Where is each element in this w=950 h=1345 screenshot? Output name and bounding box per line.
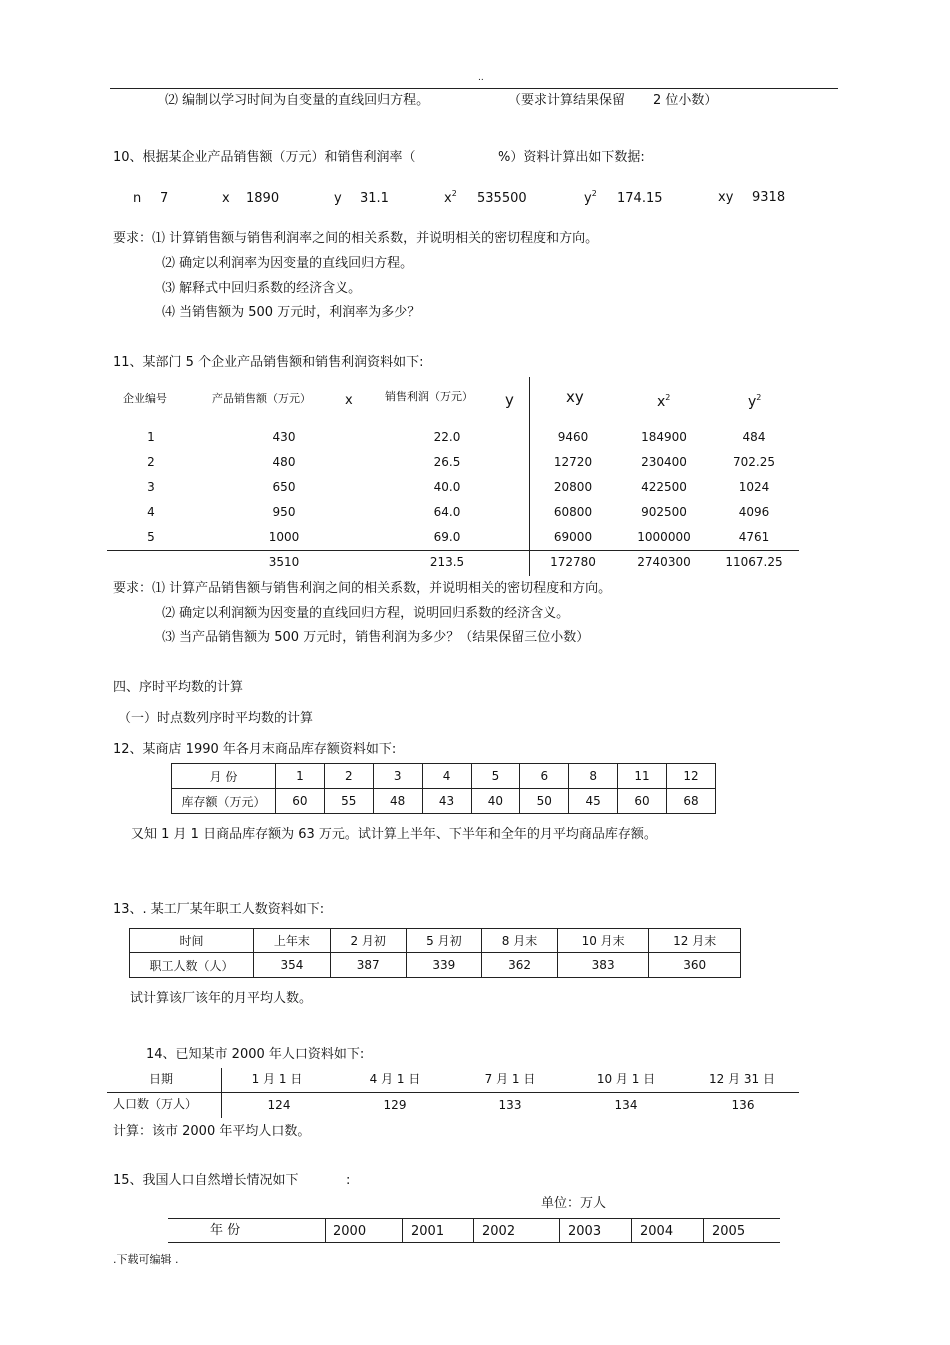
- q11-cell-xy: 20800: [553, 480, 593, 494]
- q11-cell-id: 3: [147, 480, 155, 494]
- q12-value: 45: [569, 789, 618, 814]
- q13-value: 383: [557, 953, 649, 978]
- q10-n-value: 7: [160, 191, 169, 206]
- q12-value: 48: [373, 789, 422, 814]
- q14-title: 14、已知某市 2000 年人口资料如下:: [146, 1047, 365, 1062]
- q14-value: 134: [614, 1098, 638, 1112]
- q9-part2-note: （要求计算结果保留: [508, 93, 626, 108]
- q11-header-y: y: [505, 391, 514, 409]
- q11-title: 11、某部门 5 个企业产品销售额和销售利润资料如下:: [113, 355, 424, 370]
- q13-value: 360: [649, 953, 741, 978]
- q11-cell-sales: 430: [272, 430, 296, 444]
- q13-time: 8 月末: [482, 929, 558, 953]
- q10-req-4: ⑷ 当销售额为 500 万元时，利润率为多少？: [162, 305, 421, 320]
- q11-cell-y2: 484: [742, 430, 766, 444]
- header-mark: ..: [478, 73, 484, 83]
- q12-value: 68: [667, 789, 716, 814]
- q14-date: 7 月 1 日: [484, 1072, 536, 1086]
- q11-cell-profit: 22.0: [433, 430, 461, 444]
- q15-year: 2003: [568, 1224, 602, 1239]
- q10-y-label: y: [334, 191, 342, 206]
- q11-total-xy: 172780: [550, 555, 596, 569]
- q10-y2-value: 174.15: [617, 191, 663, 206]
- q11-cell-sales: 650: [272, 480, 296, 494]
- q14-value: 133: [498, 1098, 522, 1112]
- q14-date: 10 月 1 日: [596, 1072, 656, 1086]
- section4-subtitle: （一）时点数列序时平均数的计算: [118, 711, 314, 726]
- q11-total-y2: 11067.25: [725, 555, 783, 569]
- q12-value: 50: [520, 789, 569, 814]
- q11-req-2: ⑵ 确定以利润额为因变量的直线回归方程，说明回归系数的经济含义。: [162, 606, 570, 621]
- q11-cell-x2: 902500: [641, 505, 687, 519]
- q14-date: 1 月 1 日: [251, 1072, 303, 1086]
- q11-cell-id: 2: [147, 455, 155, 469]
- q14-value: 136: [731, 1098, 755, 1112]
- q12-month: 1: [276, 764, 325, 789]
- q11-header-x2-exponent: 2: [665, 393, 671, 402]
- q10-x2-exponent: 2: [451, 189, 457, 198]
- q15-year: 2001: [411, 1224, 445, 1239]
- q11-header-profit: 销售利润（万元）: [385, 390, 473, 403]
- q14-row2-label: 人口数（万人）: [113, 1097, 198, 1111]
- q13-time: 12 月末: [649, 929, 741, 953]
- q13-value: 354: [254, 953, 331, 978]
- q12-value: 43: [422, 789, 471, 814]
- q12-month: 2: [324, 764, 373, 789]
- q9-part2-text: ⑵ 编制以学习时间为自变量的直线回归方程。: [165, 93, 430, 108]
- q11-cell-xy: 9460: [557, 430, 589, 444]
- q11-cell-profit: 64.0: [433, 505, 461, 519]
- header-rule: [110, 88, 838, 89]
- q15-title: 15、我国人口自然增长情况如下: [113, 1173, 299, 1188]
- q10-req-3: ⑶ 解释式中回归系数的经济含义。: [162, 281, 362, 296]
- q11-total-sales: 3510: [268, 555, 300, 569]
- q13-row2-label: 职工人数（人）: [130, 953, 254, 978]
- q10-y-value: 31.1: [360, 191, 389, 206]
- q12-month: 12: [667, 764, 716, 789]
- q14-value: 129: [383, 1098, 407, 1112]
- q11-cell-y2: 4096: [738, 505, 770, 519]
- q10-n-label: n: [133, 191, 142, 206]
- q11-cell-xy: 60800: [553, 505, 593, 519]
- q12-month: 6: [520, 764, 569, 789]
- q12-month: 8: [569, 764, 618, 789]
- q11-column-divider: [529, 377, 530, 576]
- q11-total-profit: 213.5: [429, 555, 465, 569]
- q10-req-2: ⑵ 确定以利润率为因变量的直线回归方程。: [162, 256, 414, 271]
- q14-note: 计算：该市 2000 年平均人口数。: [113, 1124, 311, 1139]
- q12-month: 3: [373, 764, 422, 789]
- q11-header-x2: $x^2$: [657, 393, 671, 410]
- q14-value: 124: [267, 1098, 291, 1112]
- q15-divider: [703, 1218, 704, 1242]
- q9-part2-decimals: 2 位小数）: [653, 93, 718, 108]
- q11-req-1: 要求：⑴ 计算产品销售额与销售利润之间的相关系数，并说明相关的密切程度和方向。: [113, 581, 612, 596]
- q13-time: 2 月初: [330, 929, 406, 953]
- q11-cell-id: 4: [147, 505, 155, 519]
- q10-x2-value: 535500: [477, 191, 527, 206]
- q11-cell-sales: 480: [272, 455, 296, 469]
- q11-cell-profit: 69.0: [433, 530, 461, 544]
- q11-cell-y2: 1024: [738, 480, 770, 494]
- q14-row1-label: 日期: [149, 1072, 174, 1086]
- q11-cell-xy: 12720: [553, 455, 593, 469]
- q15-year: 2000: [333, 1224, 367, 1239]
- q12-row1-label: 月 份: [172, 764, 276, 789]
- q11-cell-x2: 1000000: [637, 530, 691, 544]
- q14-divider: [221, 1068, 222, 1118]
- q12-value: 40: [471, 789, 520, 814]
- q15-year: 2002: [482, 1224, 516, 1239]
- q11-cell-x2: 184900: [641, 430, 687, 444]
- q15-divider: [559, 1218, 560, 1242]
- q15-bottom-rule: [168, 1242, 780, 1243]
- q13-note: 试计算该厂该年的月平均人数。: [130, 991, 313, 1006]
- q11-header-y2-exponent: 2: [756, 393, 762, 402]
- q11-header-x: x: [345, 393, 353, 408]
- q11-cell-xy: 69000: [553, 530, 593, 544]
- q13-time: 上年末: [254, 929, 331, 953]
- q10-req-1: 要求：⑴ 计算销售额与销售利润率之间的相关系数，并说明相关的密切程度和方向。: [113, 231, 599, 246]
- q15-divider: [473, 1218, 474, 1242]
- q12-value: 60: [618, 789, 667, 814]
- q15-title-colon: :: [346, 1173, 351, 1188]
- q13-value: 362: [482, 953, 558, 978]
- q10-xy-value: 9318: [752, 190, 786, 205]
- q12-title: 12、某商店 1990 年各月末商品库存额资料如下:: [113, 742, 397, 757]
- q11-header-sales: 产品销售额（万元）: [212, 392, 311, 405]
- q10-x-value: 1890: [246, 191, 280, 206]
- q15-year: 2005: [712, 1224, 746, 1239]
- q15-row1-label: 年 份: [210, 1223, 241, 1238]
- footer-note: .下载可编辑 .: [113, 1253, 179, 1266]
- q11-total-rule: [107, 550, 799, 551]
- q11-cell-x2: 230400: [641, 455, 687, 469]
- q11-req-3: ⑶ 当产品销售额为 500 万元时，销售利润为多少？（结果保留三位小数）: [162, 630, 590, 645]
- q15-divider: [631, 1218, 632, 1242]
- q13-time: 10 月末: [557, 929, 649, 953]
- q15-divider: [402, 1218, 403, 1242]
- q11-header-y2: $y^2$: [748, 393, 762, 410]
- q14-date: 4 月 1 日: [369, 1072, 421, 1086]
- q11-cell-x2: 422500: [641, 480, 687, 494]
- q11-cell-y2: 702.25: [733, 455, 775, 469]
- q12-month: 4: [422, 764, 471, 789]
- q12-table: [171, 763, 716, 814]
- q11-total-x2: 2740300: [637, 555, 691, 569]
- q13-value: 339: [406, 953, 482, 978]
- q11-cell-y2: 4761: [738, 530, 770, 544]
- q12-row2-label: 库存额（万元）: [172, 789, 276, 814]
- q12-value: 60: [276, 789, 325, 814]
- q14-rule: [107, 1092, 799, 1093]
- q13-value: 387: [330, 953, 406, 978]
- q11-cell-profit: 40.0: [433, 480, 461, 494]
- q10-y2-label: $y^2$: [584, 189, 597, 206]
- q11-cell-profit: 26.5: [433, 455, 461, 469]
- q15-unit: 单位：万人: [541, 1196, 607, 1211]
- q13-table: [129, 928, 741, 978]
- q15-top-rule: [168, 1218, 780, 1219]
- q12-month: 5: [471, 764, 520, 789]
- q11-cell-id: 5: [147, 530, 155, 544]
- q12-value: 55: [324, 789, 373, 814]
- q15-divider: [325, 1218, 326, 1242]
- q12-note: 又知 1 月 1 日商品库存额为 63 万元。试计算上半年、下半年和全年的月平均商品库存额。: [131, 827, 657, 842]
- q14-date: 12 月 31 日: [709, 1072, 775, 1086]
- q13-row1-label: 时间: [130, 929, 254, 953]
- q10-title-tail: %）资料计算出如下数据:: [498, 150, 645, 165]
- q10-title: 10、根据某企业产品销售额（万元）和销售利润率（: [113, 150, 416, 165]
- q10-x2-label: $x^2$: [444, 189, 457, 206]
- q11-cell-sales: 950: [272, 505, 296, 519]
- section4-title: 四、序时平均数的计算: [113, 680, 244, 695]
- q13-time: 5 月初: [406, 929, 482, 953]
- q11-cell-sales: 1000: [268, 530, 300, 544]
- q12-month: 11: [618, 764, 667, 789]
- q11-header-id: 企业编号: [123, 392, 167, 405]
- q15-year: 2004: [640, 1224, 674, 1239]
- q11-cell-id: 1: [147, 430, 155, 444]
- q10-xy-label: xy: [718, 190, 734, 205]
- q10-y2-exponent: 2: [591, 189, 597, 198]
- q13-title: 13、. 某工厂某年职工人数资料如下:: [113, 902, 325, 917]
- q11-header-xy: xy: [566, 388, 584, 406]
- q10-x-label: x: [222, 191, 230, 206]
